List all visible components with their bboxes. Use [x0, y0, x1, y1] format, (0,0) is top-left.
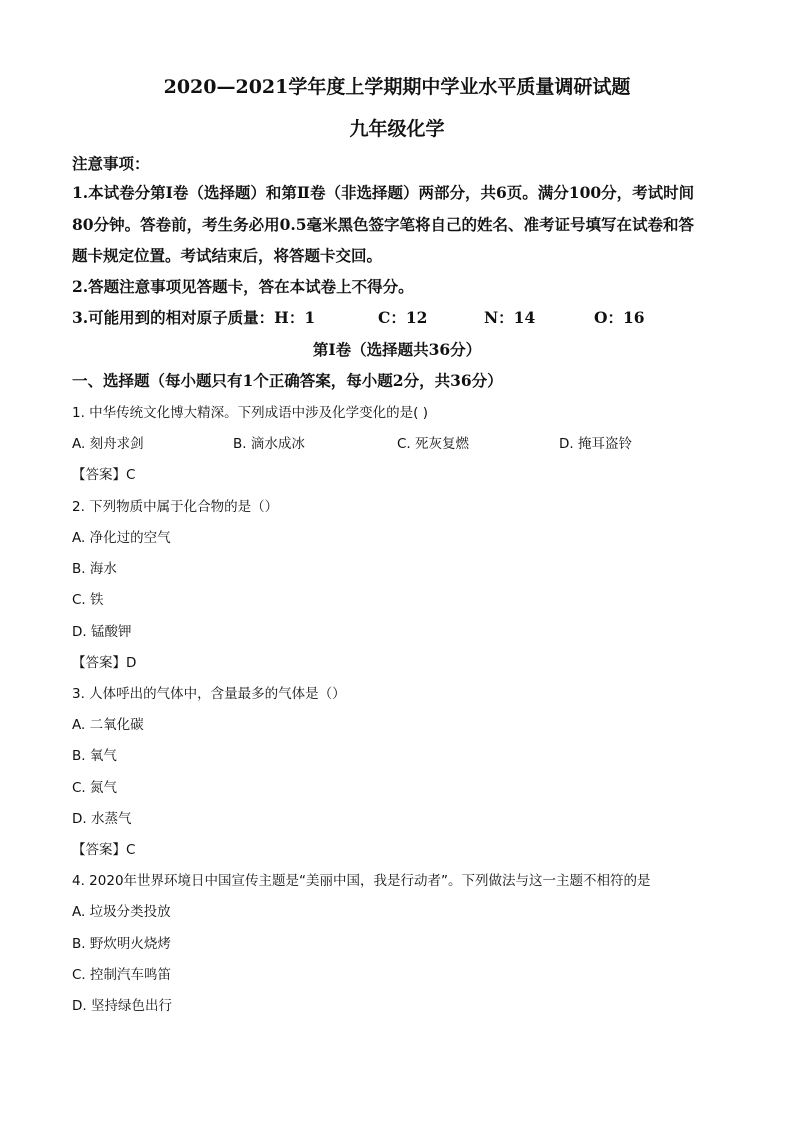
question-2-stem: 2. 下列物质中属于化合物的是（）: [72, 499, 279, 515]
question-2-option-a: A. 净化过的空气: [72, 530, 171, 546]
notice-item-3: 3.可能用到的相对原子质量：H：1: [72, 308, 316, 327]
section-heading: 一、选择题（每小题只有1个正确答案，每小题2分，共36分）: [72, 371, 503, 390]
answer-label: 【答案】: [72, 655, 126, 671]
question-1-option-c: C. 死灰复燃: [397, 436, 470, 452]
question-4-option-d: D. 坚持绿色出行: [72, 998, 172, 1014]
atomic-mass-o: O：16: [594, 308, 645, 327]
atomic-mass-c: C：12: [378, 308, 428, 327]
question-1-option-a: A. 刻舟求剑: [72, 436, 144, 452]
answer-value: D: [126, 655, 137, 671]
atomic-mass-n: N：14: [484, 308, 536, 327]
question-1-answer: [72, 463, 135, 483]
question-3-option-b: B. 氧气: [72, 748, 117, 764]
question-1-option-d: D. 掩耳盗铃: [559, 436, 632, 452]
answer-label: 【答案】: [72, 467, 126, 483]
answer-value: C: [126, 467, 136, 483]
question-2-option-c: C. 铁: [72, 592, 104, 608]
answer-value: C: [126, 842, 136, 858]
part-1-heading: 第Ⅰ卷（选择题共36分）: [312, 340, 482, 359]
question-3-stem: 3. 人体呼出的气体中，含量最多的气体是（）: [72, 686, 346, 702]
answer-label: 【答案】: [72, 842, 126, 858]
notice-item-1-line-2: 80分钟。答卷前，考生务必用0.5毫米黑色签字笔将自己的姓名、准考证号填写在试卷和答: [72, 215, 695, 234]
notice-heading: 注意事项：: [72, 154, 150, 173]
question-1-option-b: B. 滴水成冰: [233, 436, 305, 452]
question-4-stem: 4. 2020年世界环境日中国宣传主题是“美丽中国，我是行动者”。下列做法与这一主题不相符的是: [72, 873, 651, 889]
question-4-option-c: C. 控制汽车鸣笛: [72, 967, 172, 983]
question-2-option-d: D. 锰酸钾: [72, 624, 132, 640]
notice-item-1-line-1: 1.本试卷分第Ⅰ卷（选择题）和第Ⅱ卷（非选择题）两部分，共6页。满分100分，考试时间: [72, 183, 695, 202]
question-4-option-a: A. 垃圾分类投放: [72, 904, 171, 920]
question-2-option-b: B. 海水: [72, 561, 117, 577]
question-3-answer: [72, 838, 135, 858]
question-4-option-b: B. 野炊明火烧烤: [72, 936, 171, 952]
question-1-stem: 1. 中华传统文化博大精深。下列成语中涉及化学变化的是( ): [72, 405, 428, 421]
question-3-option-d: D. 水蒸气: [72, 811, 132, 827]
notice-item-1-line-3: 题卡规定位置。考试结束后，将答题卡交回。: [72, 246, 383, 265]
question-3-option-a: A. 二氧化碳: [72, 717, 144, 733]
notice-item-2: 2.答题注意事项见答题卡，答在本试卷上不得分。: [72, 277, 414, 296]
exam-title: 2020—2021学年度上学期期中学业水平质量调研试题: [163, 76, 631, 98]
question-3-option-c: C. 氮气: [72, 780, 118, 796]
question-2-answer: [72, 651, 136, 671]
exam-subtitle: 九年级化学: [349, 118, 445, 140]
